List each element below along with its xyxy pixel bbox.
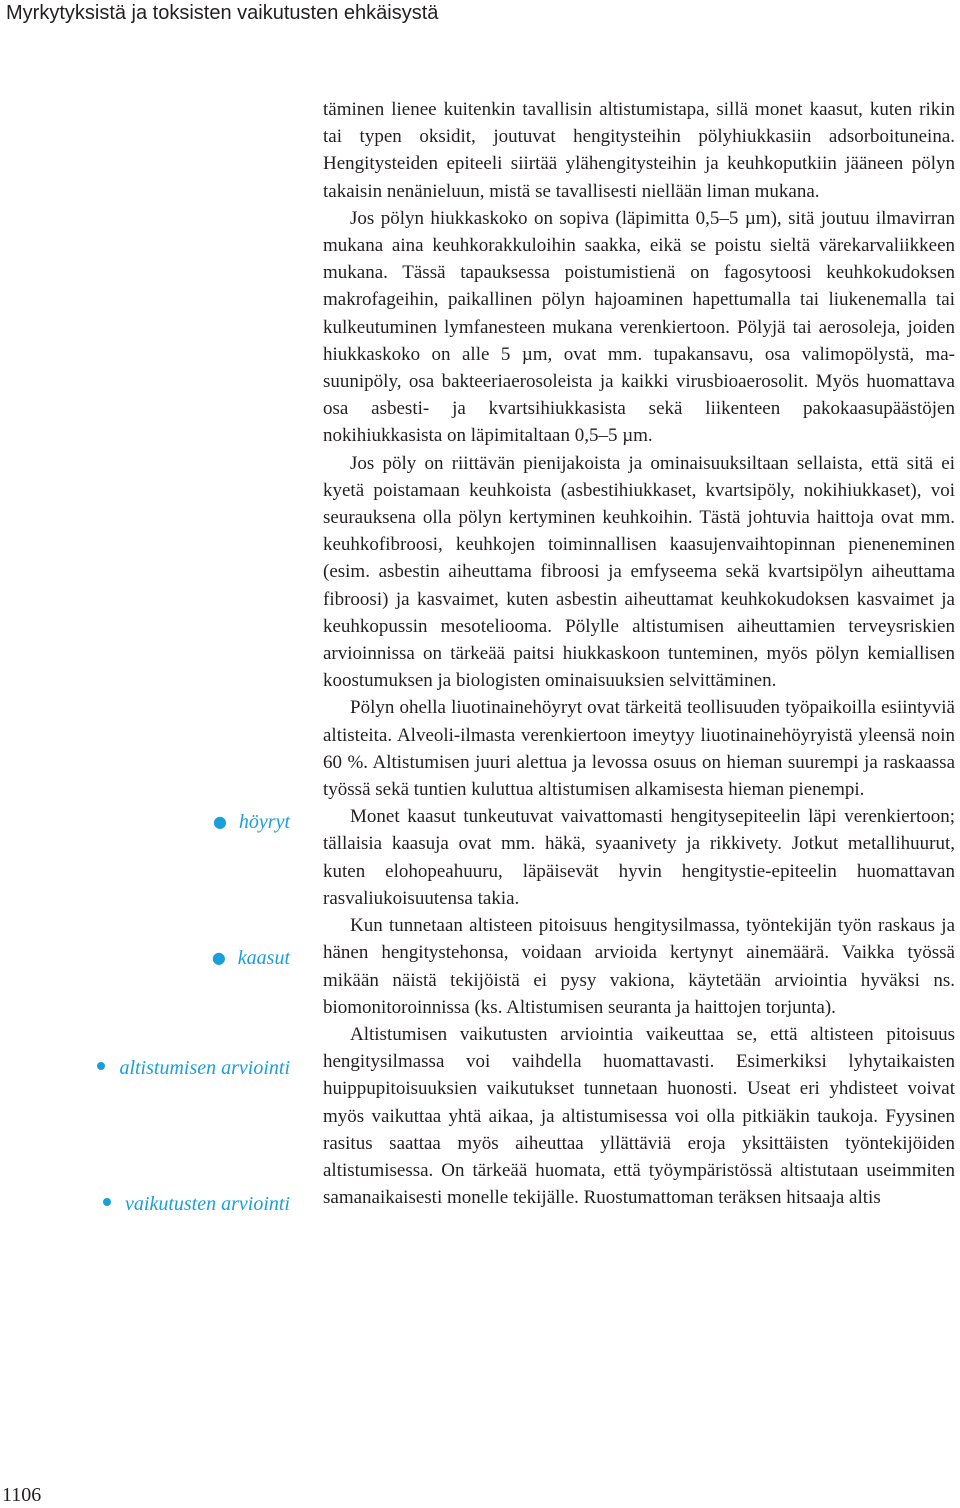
- paragraph: Pölyn ohella liuotinainehöyryt ovat tärkeitä teollisuuden työpaikoilla esiintyviä altisteita. Alveoli-ilmasta verenkiertoon imeytyy liuotinainehöyryistä yleensä noin 60 %. Altistumisen juuri alettua ja levossa osuus on hieman suurempi ja raskaassa työssä sekä tuntien kuluttua altistumisen alkamisesta hieman pienempi.: [323, 697, 955, 801]
- running-header: Myrkytyksistä ja toksisten vaikutusten ehkäisystä: [6, 2, 439, 24]
- body-text: [323, 96, 955, 1211]
- margin-label-text: kaasut: [237, 947, 290, 969]
- sub-bullet-icon: ●: [212, 812, 227, 831]
- paragraph: Jos pölyn hiukkaskoko on sopiva (läpimitta 0,5–5 µm), sitä joutuu ilmavirran mukana aina keuhkorakkuloihin saakka, eikä se poistu sieltä värekarvaliikkeen mukana. Tässä tapauksessa poistumistienä on fagosytoosi keuhkokudoksen makrofageihin, paikallinen pölyn hajoaminen hapettumalla tai liukenemalla tai kulkeutuminen lymfanesteen mukana verenkiertoon. Pölyjä tai aerosoleja, joiden hiukkaskoko on alle 5 µm, ovat mm. tupakansavu, osa valimopölystä, masuunipöly, osa bakteeriaerosoleista ja kaikki virusbioaerosolit. Myös huomattava osa asbesti- ja kvartsihiukkasista sekä liikenteen pakokaasupäästöjen nokihiukkasista on läpimitaltaan 0,5–5 µm.: [323, 207, 955, 447]
- margin-label-altistumisen-arviointi: [97, 1057, 290, 1080]
- bullet-icon: [103, 1198, 111, 1206]
- paragraph: Kun tunnetaan altisteen pitoisuus hengitysilmassa, työntekijän työn raskaus ja hänen hengitystehonsa, voidaan arvioida kertynyt ainemäärä. Vaikka työssä mikään näistä tekijöistä ei pysy vakiona, käytetään arviointia hyväksi ns. biomonitoroinnissa (ks. Altistumisen seuranta ja haittojen torjunta).: [323, 915, 955, 1018]
- bullet-icon: [97, 1062, 105, 1070]
- sub-bullet-icon: ●: [211, 948, 226, 967]
- paragraph: Jos pöly on riittävän pienijakoista ja ominaisuuksiltaan sellaista, että sitä ei kyetä poistamaan keuhkoista (asbestihiukkaset, kvartsipöly, nokihiukkaset), voi seurauksena olla pölyn kertyminen keuhkoihin. Tästä johtuvia haittoja ovat mm. keuhkofibroosi, keuhkojen toiminnallisen kaasujenvaihtopinnan pieneneminen (esim. asbestin aiheuttama fibroosi ja emfyseema sekä kvartsipölyn aiheuttama fibroosi) ja kasvaimet, kuten asbestin aiheuttamat keuhkokudoksen kasvaimet ja keuhkopussin mesoteliooma. Pölylle altistumisen aiheuttamien terveysriskien arvioinnissa on tärkeää paitsi hiukkaskoon tunteminen, myös pölyn kemiallisen koostumuksen ja biologisten ominaisuuksien selvittäminen.: [323, 452, 955, 692]
- paragraph: Monet kaasut tunkeutuvat vaivattomasti hengitysepiteelin läpi verenkiertoon; tällaisia kaasuja ovat mm. häkä, syaanivety ja rikkivety. Jotkut metallihuurut, kuten elohopeahuuru, läpäisevät hyvin hengitystie-epiteelin huomattavan rasvaliukoisuutensa takia.: [323, 806, 955, 909]
- margin-label-text: höyryt: [238, 811, 290, 833]
- paragraph: täminen lienee kuitenkin tavallisin altistumistapa, sillä monet kaasut, kuten rikin tai typen oksidit, joutuvat hengitysteihin pölyhiukkasiin adsorboituneina. Hengitysteiden epiteeli siirtää ylähengitysteihin ja keuhkoputkiin jääneen pölyn takaisin nenänieluun, mistä se tavallisesti niellään liman mukana.: [323, 99, 955, 202]
- margin-label-kaasut: [212, 947, 290, 970]
- margin-label-text: vaikutusten arviointi: [125, 1193, 290, 1215]
- margin-label-vaikutusten-arviointi: [103, 1193, 290, 1216]
- margin-label-text: altistumisen arviointi: [119, 1057, 290, 1079]
- page-number: 1106: [2, 1484, 42, 1506]
- paragraph: Altistumisen vaikutusten arviointia vaikeuttaa se, että altisteen pitoisuus hengitysilmassa voi vaihdella huomattavasti. Esimerkiksi lyhytaikaisten huippupitoisuuksien vaikutukset tunnetaan huonosti. Useat eri yhdisteet voivat myös vaikuttaa yhtä aikaa, ja altistumisessa voi olla pitkiäkin taukoja. Fyysinen rasitus saattaa myös aiheuttaa yllättäviä eroja yksittäisten työntekijöiden altistumisessa. On tärkeää huomata, että työympäristössä altistutaan useimmiten samanaikaisesti monelle tekijälle. Ruostumattoman teräksen hitsaaja altis: [323, 1023, 955, 1209]
- margin-label-hoyryt: [213, 811, 290, 834]
